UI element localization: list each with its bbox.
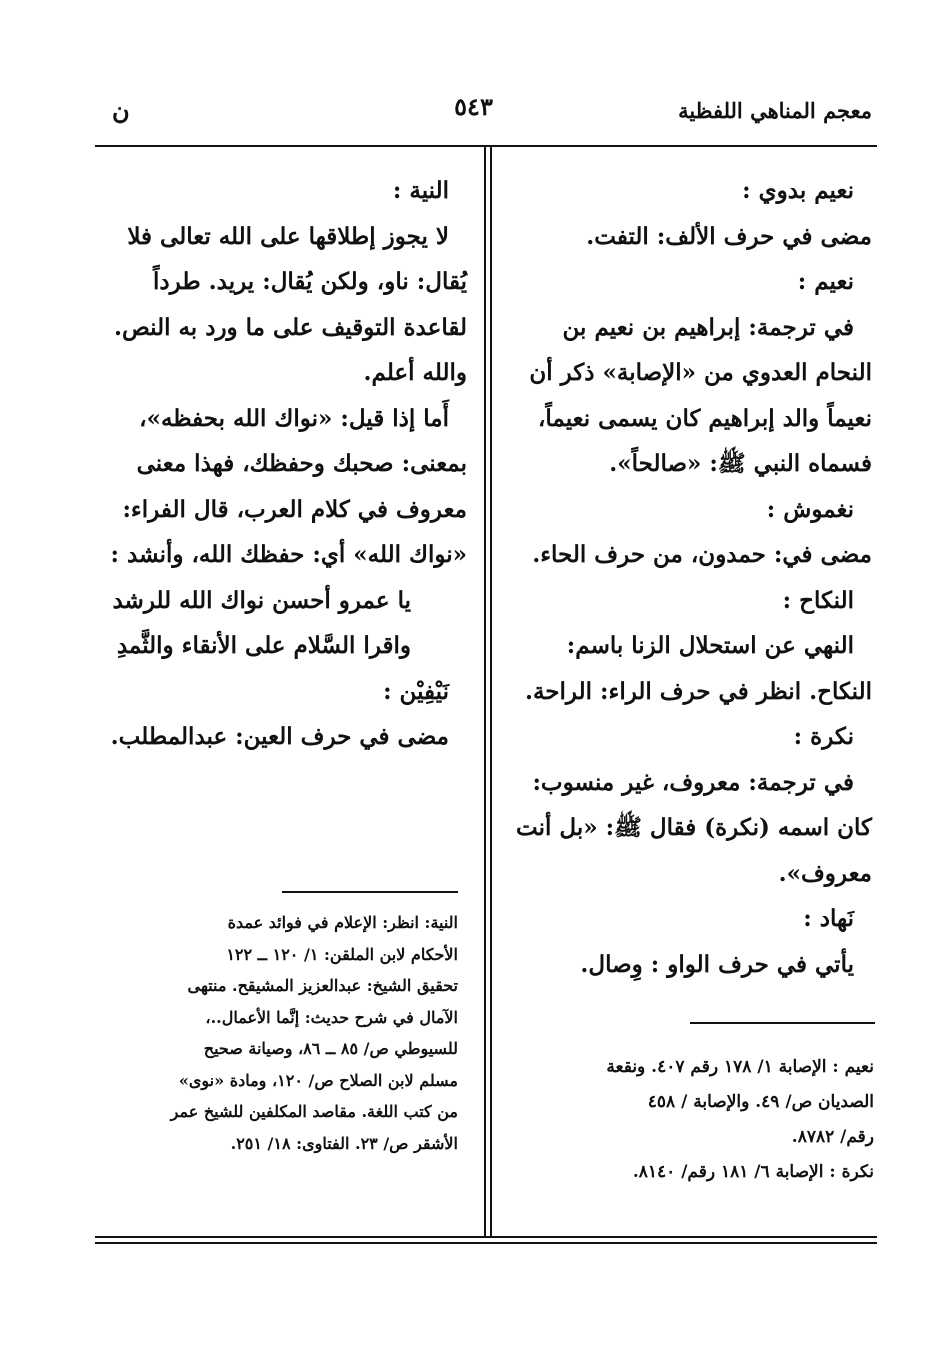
text-line: النحام العدوي من «الإصابة» ذكر أن [529,359,872,386]
text-line: مضى في حرف العين: عبدالمطلب. [110,723,449,750]
text-line: نكرة : الإصابة ٦/ ١٨١ رقم/ ٨١٤٠. [632,1162,874,1182]
text-line: لقاعدة التوقيف على ما ورد به النص. [113,313,467,341]
text-line: من كتب اللغة. مقاصد المكلفين للشيخ عمر [170,1102,458,1121]
text-line: الصديان ص/ ٤٩. والإصابة / ٤٥٨ [647,1092,874,1112]
text-line: في ترجمة: إبراهيم بن نعيم بن [562,313,854,341]
footnote-separator [282,891,458,893]
left-column [105,168,467,760]
text-line: بمعنى: صحبك وحفظك، فهذا معنى [136,450,467,477]
text-line: الأحكام لابن الملقن: ١/ ١٢٠ ــ ١٢٢ [226,944,458,964]
text-line: الآمال في شرح حديث: إنَّما الأعمال..، [205,1007,458,1027]
text-line: معروف في كلام العرب، قال الفراء: [122,495,467,523]
text-line: فسماه النبي ﷺ: «صالحاً». [609,450,872,477]
text-line: الأشقر ص/ ٢٣. الفتاوى: ١٨/ ٢٥١. [230,1133,458,1153]
text-line: النكاح. انظر في حرف الراء: الراحة. [524,677,872,705]
text-line: تحقيق الشيخ: عبدالعزيز المشيقح. منتهى [187,976,458,995]
footer-rule [95,1242,877,1244]
entry-heading: النكاح : [782,586,854,614]
entry-heading: نعيم بدوي : [742,177,854,204]
entry-heading: نكرة : [793,723,854,750]
column-divider [484,146,486,1236]
header-rule [95,145,877,147]
text-line: كان اسمه (نكرة) فقال ﷺ: «بل أنت [516,814,872,841]
text-line: والله أعلم. [363,359,467,386]
entry-heading: نَهاد : [803,905,854,932]
text-line: في ترجمة: معروف، غير منسوب: [532,768,854,796]
text-line: لا يجوز إطلاقها على الله تعالى فلا [127,222,449,250]
right-footnotes [510,1050,874,1190]
text-line: يا عمرو أحسن نواك الله للرشد [112,586,411,614]
footer-rule [95,1236,877,1238]
entry-heading: نَيْفِيْن : [383,677,449,705]
text-line: النهي عن استحلال الزنا باسم: [566,632,854,659]
text-line: مضى في: حمدون، من حرف الحاء. [532,541,872,568]
text-line: نعيم : الإصابة ١/ ١٧٨ رقم ٤٠٧. ونقعة [606,1057,874,1077]
text-line: مسلم لابن الصلاح ص/ ١٢٠، ومادة «نوى» [178,1070,458,1090]
text-line: للسيوطي ص/ ٨٥ ــ ٨٦، وصيانة صحيح [203,1039,458,1058]
footnote-separator [690,1022,875,1024]
text-line: مضى في حرف الألف: التفت. [586,222,872,250]
text-line: نعيماً والد إبراهيم كان يسمى نعيماً، [537,404,872,432]
entry-heading: النية : [392,177,449,204]
entry-heading: نعيم : [797,268,854,295]
text-line: أَما إذا قيل: «نواك الله بحفظه»، [139,404,449,432]
section-letter: ن [112,96,130,125]
running-title: معجم المناهي اللفظية [678,98,872,123]
text-line: يأتي في حرف الواو : وِصال. [580,950,854,978]
text-line: معروف». [778,859,872,887]
entry-heading: نغموش : [766,495,854,523]
column-divider [490,146,492,1236]
text-line: رقم/ ٨٧٨٢. [791,1127,874,1147]
text-line: «نواك الله» أي: حفظك الله، وأنشد : [110,541,467,568]
text-line: يُقال: ناو، ولكن يُقال: يريد. طرداً [153,268,467,295]
page-number: ٥٤٣ [454,92,493,121]
left-footnotes [92,907,458,1159]
text-line: النية: انظر: الإعلام في فوائد عمدة [227,913,458,932]
text-line: واقرا السَّلام على الأنقاء والثَّمدِ [116,632,411,659]
right-column [510,168,872,987]
